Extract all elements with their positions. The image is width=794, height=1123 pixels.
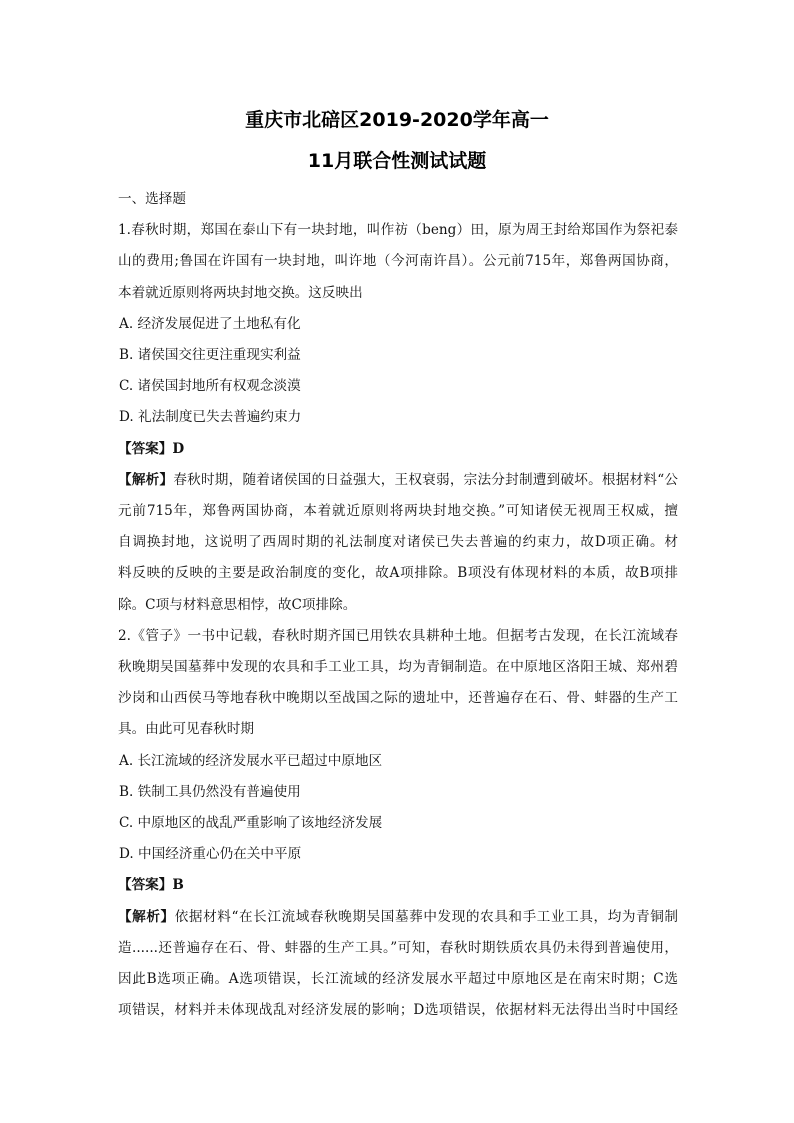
question-2-option-a: A. 长江流域的经济发展水平已超过中原地区 [119,752,383,769]
question-2-analysis-line [118,902,678,933]
document-body [118,184,678,1026]
question-1-analysis-line: 料反映的反映的主要是政治制度的变化，故A项排除。B项没有体现材料的本质，故B项排 [118,565,678,582]
question-1-answer: 【答案】D [118,440,185,457]
question-2-option-d: D. 中国经济重心仍在关中平原 [119,846,302,863]
question-2-stem-line: 秋晚期吴国墓葬中发现的农具和手工业工具，均为青铜制造。在中原地区洛阳王城、郑州碧 [118,659,678,676]
question-2-stem-line: 2.《管子》一书中记载，春秋时期齐国已用铁农具耕种土地。但据考古发现，在长江流域春 [118,627,678,644]
question-2-stem-line: 具。由此可见春秋时期 [118,721,254,738]
question-1-option-c: C. 诸侯国封地所有权观念淡漠 [119,378,301,395]
question-2-option-b: B. 铁制工具仍然没有普遍使用 [119,783,301,800]
question-1-stem-line: 1.春秋时期，郑国在泰山下有一块封地，叫作祊（beng）田，原为周王封给郑国作为祭祀泰 [118,222,678,239]
document-title: 重庆市北碚区2019-2020学年高一 [245,109,549,131]
question-2-option-c: C. 中原地区的战乱严重影响了该地经济发展 [119,815,383,832]
question-1-analysis-line: 除。C项与材料意思相悖，故C项排除。 [118,596,357,613]
question-1-option-b: B. 诸侯国交往更注重现实利益 [119,347,301,364]
question-2-analysis-line: 项错误，材料并未体现战乱对经济发展的影响；D选项错误，依据材料无法得出当时中国经 [118,1002,678,1019]
question-1-analysis-line: 元前715年，郑鲁两国协商，本着就近原则将两块封地交换。”可知诸侯无视周王权威，擅 [118,503,678,520]
question-1-analysis-line: 自调换封地，这说明了西周时期的礼法制度对诸侯已失去普遍的约束力，故D项正确。材 [118,534,678,551]
document-subtitle: 11月联合性测试试题 [307,150,487,172]
question-1-stem-line: 本着就近原则将两块封地交换。这反映出 [118,284,363,301]
question-2-answer: 【答案】B [118,877,184,894]
question-1-analysis-line [118,465,678,496]
question-2-analysis-line: 因此B选项正确。A选项错误，长江流域的经济发展水平超过中原地区是在南宋时期；C选 [118,971,678,988]
question-1-analysis-tag: 【解析】 [118,471,174,488]
question-2-analysis-tag: 【解析】 [118,908,175,925]
question-2-analysis-line: 造......还普遍存在石、骨、蚌器的生产工具。”可知，春秋时期铁质农具仍未得到普遍使用， [118,939,678,956]
question-1-analysis-text: 春秋时期，随着诸侯国的日益强大，王权衰弱，宗法分封制遭到破坏。根据材料“公 [173,471,679,488]
question-1-option-d: D. 礼法制度已失去普遍约束力 [119,409,302,426]
question-2-analysis-text: 依据材料“在长江流域春秋晚期吴国墓葬中发现的农具和手工业工具，均为青铜制 [174,908,679,925]
section-heading: 一、选择题 [118,191,186,207]
question-1-stem-line: 山的费用;鲁国在许国有一块封地，叫许地（今河南许昌）。公元前715年，郑鲁两国协商， [118,253,678,270]
question-1-option-a: A. 经济发展促进了土地私有化 [119,315,301,332]
question-2-stem-line: 沙岗和山西侯马等地春秋中晚期以至战国之际的遗址中，还普遍存在石、骨、蚌器的生产工 [118,690,678,707]
